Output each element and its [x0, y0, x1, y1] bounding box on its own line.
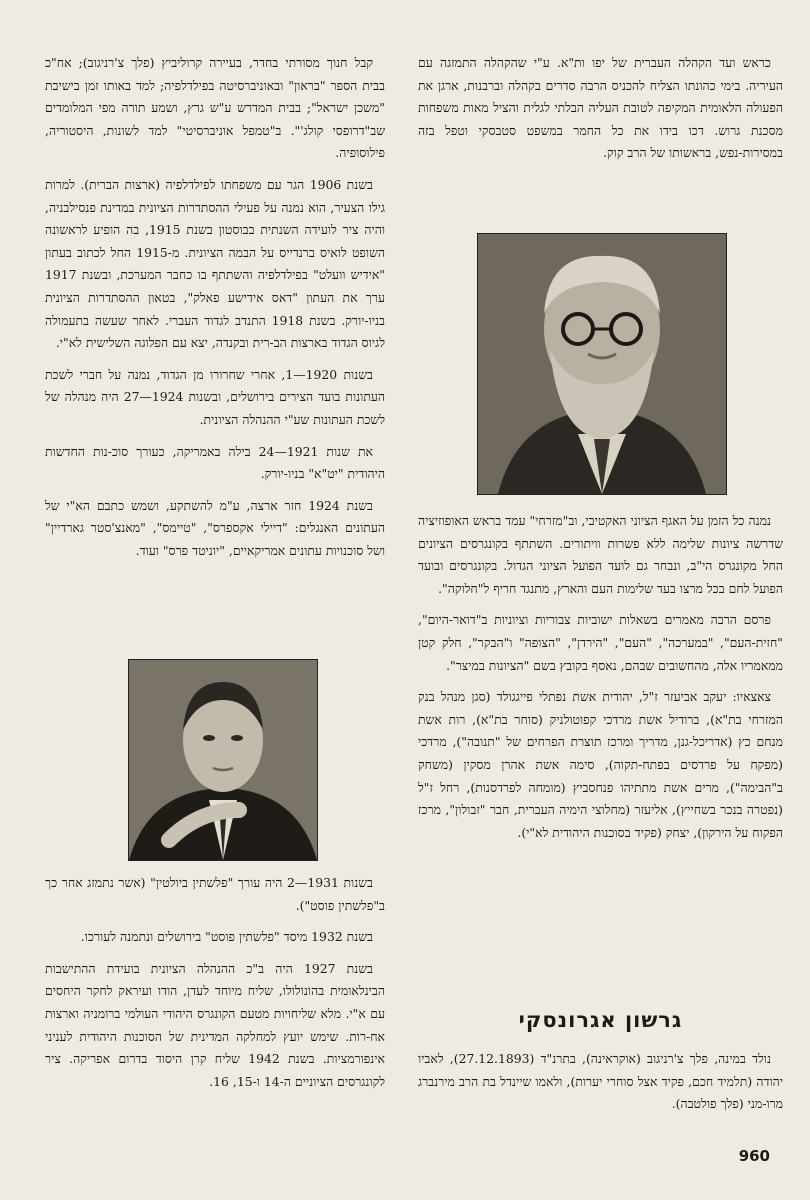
paragraph: בשנת 1906 הגר עם משפחתו לפילדלפיה (ארצות הברית). למרות גילו הצעיר, הוא נמנה על פעילי ההסתדרות הציונית במדינת פנסילבניה, והיה ציר לועידה השנתית בבוסטון בשנת 1915, בה הופיע לראשונה השופט לואיס ברנדייס על הבמה הציונית. מ-1915 החל לכתוב בעתון "אידיש וועלט" בפילדלפיה והשתתף בו כחבר המערכת, ובשנת 1917 ערך את העתון "דאס אידישע פאלק", בטאון ההסתדרות הציונית בניו-יורק. בשנת 1918 התנדב לגדוד העברי. לאחר שעשה בתעמולה לגיוס הגדוד בארצות הב-רית ובקנדה, יצא עם הפלוגה השלישית לא"י. [45, 176, 385, 351]
right-column-bio [418, 1048, 783, 1125]
paragraph: בשנות 1931—2 היה עורך "פלשתין ביולטין" (אשר נתמזג אחר כך ב"פלשתין פוסט"). [45, 875, 385, 913]
paragraph: נמנה כל הזמן על האגף הציוני האקטיבי, וב"מזרחי" עמד בראש האופוזיציה שדרשה ציונות שלימה ללא פשרות וויתורים. השתתף בקונגרסים הציונים החל מקונגרס הי"ב, ונבחר גם לועד הפועל הציוני הגדול. בקונגרסים ובועד הפועל לחם בכל מרצו בעד שלימות העם והארץ, מתנגד חריף ל"חלוקה". [418, 513, 783, 596]
portrait-photo-man-in-suit [128, 659, 318, 861]
paragraph: קבל חנוך מסורתי בחדר, בעיירה קרוליביץ (פלך צ'רניגוב); אח"כ בבית הספר "בראון" ובאוניברסיטה בפילדלפיה; למד באותו זמן בישיבת "משכן ישראל"; בבית המדרש ע"ש גרץ, ושמע תורה מפי המלומדים שב"דרופסי קולג'". ב"טמפל אוניברסיטי" למד לשונות, היסטוריה, פילוסופיה. [45, 55, 385, 161]
page-number: 960 [738, 1147, 770, 1165]
left-column-top [45, 52, 385, 571]
paragraph: צאצאיו: יעקב אביעזר ז"ל, יהודית אשת נפתלי פייגגולד (סגן מנהל בנק המזרחי בת"א), ברודיל אשת מרדכי קפוטולניק (סוחר בת"א), רות אשת מנחם כץ (אדריכל-גנן, מדריך ומרכז תוצרת הפרחים של "תנובה"), מרדכי (מפקח על פרדסים בפתח-תקוה), סימה אשת אהרן מסקין (משחק ב"הבימה"), מרים אשת מתתיהו פנחסביץ (מומחה לפרדסנות), רחל ז"ל (נפטרה בנכר בשחייץ), אליעזר (מחלוצי הימיה העברית, חבר "זבולון", מרכז הפקוח על הירקון), יצחק (פקיד בסוכנות היהודית לא"י). [418, 689, 783, 840]
section-heading: גרשון אגרונסקי [518, 1008, 683, 1032]
right-column-middle [418, 510, 783, 853]
right-column-top [418, 52, 783, 174]
portrait-photo-bearded-man [477, 233, 727, 495]
paragraph: בשנת 1932 מיסד "פלשתין פוסט" בירושלים ונתמנה לעורכו. [80, 929, 373, 945]
paragraph: את שנות 1921—24 בילה באמריקה, כעורך סוכ-נות החדשות היהודית "יט"א" בניו-יורק. [45, 443, 385, 482]
paragraph: פרסם הרבה מאמרים בשאלות ישוביות צבוריות וציוניות ב"דואר-היום", "חזית-העם", "במערכה", "העם", "הירדן", "הצופה" ו"הבקר", חלק קטן ממאמריו אלה, מהחשובים שבהם, נאסף בקובץ בשם "הציונות במיצר". [418, 612, 783, 673]
paragraph: בשנת 1924 חזר ארצה, ע"מ להשתקע, ושמש כתבם הא"י של העתונים האנגלים: "דיילי אקספרס", "טיימס", "מאנצ'סטר גארדיין" ושל סוכנויות עתונים אמריקאיים, "יוניטד פרס" ועוד. [45, 497, 385, 558]
paragraph: נולד במינה, פלך צ'רניגוב (אוקראינה), בתרנ"ד (27.12.1893), לאביו יהודה (תלמיד חכם, פקיד אצל סוחרי יערות), ולאמו שיינדל בת הרב מירנברג מרו-מני (פלך פולטבה). [418, 1051, 783, 1112]
paragraph: בשנות 1920—1, אחרי שחרורו מן הגדוד, נמנה על חברי לשכת העתונות בועד הצירים בירושלים, ובשנות 1924—27 היה מנהלה של לשכת העתונות שע"י ההנהלה הציונית. [45, 366, 386, 427]
left-column-bottom [45, 872, 385, 1102]
paragraph: כראש ועד הקהלה העברית של יפו ות"א. ע"י שהקהלה התמזגה עם העיריה. בימי כהונתו הצליח להכניס הרבה סדרים בקהלה וברבנות, ארגן את הפעולה הלאומית המקיפה לטובת העליה הבלתי לגלית והציל מאות משפחות מסכנת גרוש. דכו בידו את כל החמר במשפט סטבסקי וטפל בזה במסירות-נפש, בראשותו של הרב קוק. [418, 55, 783, 161]
paragraph: בשנת 1927 היה ב"כ ההנהלה הציונית בועידת ההתישבות הבינלאומית בהונולולו, שליח מיוחד לעדן, הודו ועיראק לחקר היחסים עם א"י. מלא שליחויות מטעם הקונגרס היהודי העולמי ברומניה וארצות אח-רות. שימש יועץ למחלקה המדינית של הסוכנות היהודית לעניני אינפורמציות. בשנת 1942 שליח קרן היסוד בדרום אפריקה. ציר לקונגרסים הציוניים ה-14 ו-15, 16. [45, 960, 385, 1089]
